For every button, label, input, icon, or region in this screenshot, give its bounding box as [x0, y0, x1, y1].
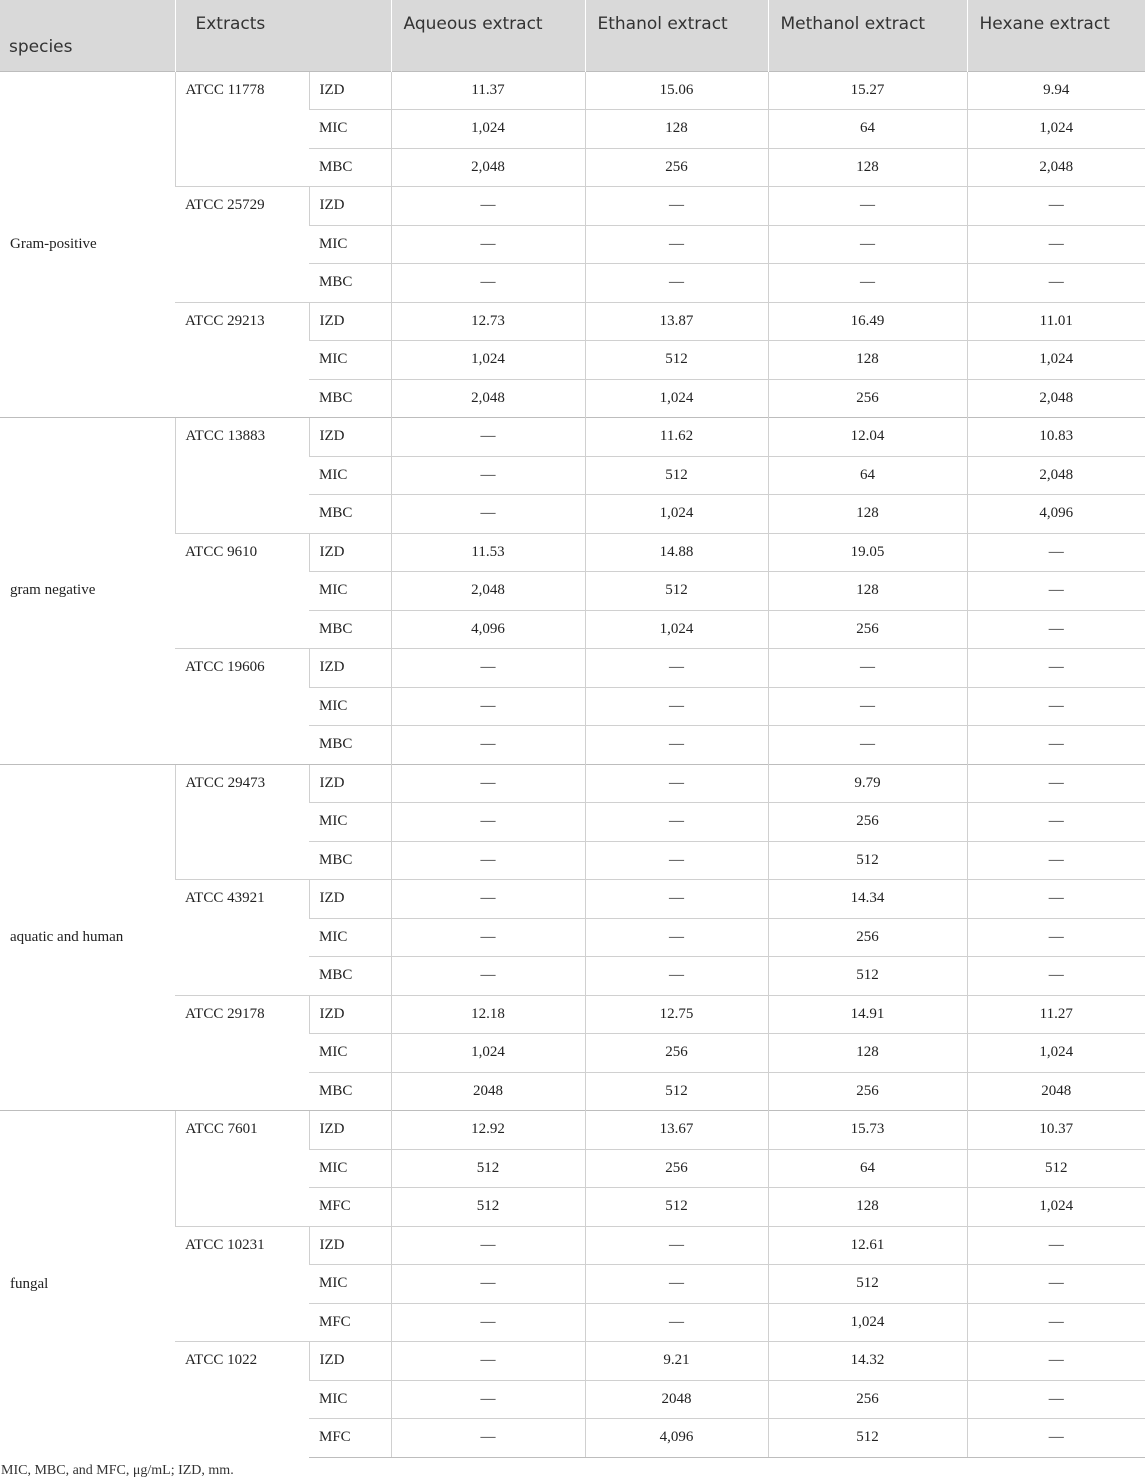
- methanol-value-cell: 14.91: [768, 995, 967, 1034]
- methanol-value-cell: 512: [768, 1419, 967, 1458]
- header-methanol: Methanol extract: [768, 0, 967, 71]
- methanol-value-cell: 9.79: [768, 764, 967, 803]
- hexane-value-cell: —: [967, 187, 1145, 226]
- metric-cell: MIC: [309, 456, 391, 495]
- hexane-value-cell: —: [967, 726, 1145, 765]
- methanol-value-cell: 128: [768, 572, 967, 611]
- ethanol-value-cell: 512: [585, 1072, 768, 1111]
- metric-cell: IZD: [309, 1111, 391, 1150]
- metric-cell: MBC: [309, 841, 391, 880]
- aqueous-value-cell: —: [391, 1265, 585, 1304]
- species-cell: gram negative: [0, 418, 175, 765]
- strain-cell: ATCC 1022: [175, 1342, 309, 1458]
- hexane-value-cell: 1,024: [967, 1188, 1145, 1227]
- hexane-value-cell: 2,048: [967, 148, 1145, 187]
- metric-cell: IZD: [309, 71, 391, 110]
- aqueous-value-cell: 512: [391, 1149, 585, 1188]
- hexane-value-cell: —: [967, 1226, 1145, 1265]
- methanol-value-cell: 256: [768, 803, 967, 842]
- ethanol-value-cell: 4,096: [585, 1419, 768, 1458]
- methanol-value-cell: 256: [768, 610, 967, 649]
- table-row: [0, 418, 1145, 457]
- hexane-value-cell: 512: [967, 1149, 1145, 1188]
- metric-cell: MIC: [309, 225, 391, 264]
- ethanol-value-cell: —: [585, 764, 768, 803]
- aqueous-value-cell: —: [391, 456, 585, 495]
- ethanol-value-cell: 256: [585, 1149, 768, 1188]
- ethanol-value-cell: 9.21: [585, 1342, 768, 1381]
- methanol-value-cell: 16.49: [768, 302, 967, 341]
- aqueous-value-cell: —: [391, 918, 585, 957]
- metric-cell: IZD: [309, 418, 391, 457]
- metric-cell: MBC: [309, 264, 391, 303]
- aqueous-value-cell: 11.53: [391, 533, 585, 572]
- methanol-value-cell: 1,024: [768, 1303, 967, 1342]
- strain-cell: ATCC 19606: [175, 649, 309, 765]
- hexane-value-cell: —: [967, 918, 1145, 957]
- aqueous-value-cell: 2,048: [391, 148, 585, 187]
- ethanol-value-cell: 12.75: [585, 995, 768, 1034]
- hexane-value-cell: 1,024: [967, 110, 1145, 149]
- aqueous-value-cell: —: [391, 225, 585, 264]
- methanol-value-cell: —: [768, 225, 967, 264]
- hexane-value-cell: —: [967, 803, 1145, 842]
- strain-cell: ATCC 43921: [175, 880, 309, 996]
- metric-cell: MIC: [309, 572, 391, 611]
- metric-cell: MBC: [309, 148, 391, 187]
- hexane-value-cell: —: [967, 764, 1145, 803]
- aqueous-value-cell: —: [391, 264, 585, 303]
- metric-cell: MBC: [309, 957, 391, 996]
- methanol-value-cell: —: [768, 264, 967, 303]
- hexane-value-cell: 10.37: [967, 1111, 1145, 1150]
- hexane-value-cell: —: [967, 264, 1145, 303]
- hexane-value-cell: —: [967, 533, 1145, 572]
- aqueous-value-cell: 1,024: [391, 1034, 585, 1073]
- ethanol-value-cell: —: [585, 803, 768, 842]
- aqueous-value-cell: —: [391, 687, 585, 726]
- aqueous-value-cell: —: [391, 1419, 585, 1458]
- ethanol-value-cell: 128: [585, 110, 768, 149]
- metric-cell: IZD: [309, 995, 391, 1034]
- metric-cell: IZD: [309, 880, 391, 919]
- aqueous-value-cell: 2,048: [391, 379, 585, 418]
- metric-cell: IZD: [309, 764, 391, 803]
- metric-cell: MFC: [309, 1188, 391, 1227]
- ethanol-value-cell: 256: [585, 1034, 768, 1073]
- methanol-value-cell: 512: [768, 841, 967, 880]
- aqueous-value-cell: 4,096: [391, 610, 585, 649]
- aqueous-value-cell: —: [391, 1380, 585, 1419]
- hexane-value-cell: —: [967, 572, 1145, 611]
- ethanol-value-cell: 13.67: [585, 1111, 768, 1150]
- hexane-value-cell: 2,048: [967, 456, 1145, 495]
- metric-cell: MFC: [309, 1303, 391, 1342]
- methanol-value-cell: 14.34: [768, 880, 967, 919]
- hexane-value-cell: 11.27: [967, 995, 1145, 1034]
- strain-cell: ATCC 29213: [175, 302, 309, 418]
- methanol-value-cell: 64: [768, 456, 967, 495]
- strain-cell: ATCC 11778: [175, 71, 309, 187]
- metric-cell: MIC: [309, 687, 391, 726]
- aqueous-value-cell: —: [391, 1303, 585, 1342]
- metric-cell: MIC: [309, 1034, 391, 1073]
- aqueous-value-cell: —: [391, 1226, 585, 1265]
- methanol-value-cell: 128: [768, 495, 967, 534]
- ethanol-value-cell: —: [585, 726, 768, 765]
- ethanol-value-cell: —: [585, 841, 768, 880]
- aqueous-value-cell: —: [391, 495, 585, 534]
- aqueous-value-cell: 2048: [391, 1072, 585, 1111]
- ethanol-value-cell: —: [585, 187, 768, 226]
- header-species: species: [9, 36, 73, 57]
- table-row: [0, 71, 1145, 110]
- metric-cell: MIC: [309, 341, 391, 380]
- hexane-value-cell: —: [967, 880, 1145, 919]
- methanol-value-cell: 512: [768, 1265, 967, 1304]
- methanol-value-cell: 14.32: [768, 1342, 967, 1381]
- hexane-value-cell: —: [967, 1419, 1145, 1458]
- strain-cell: ATCC 10231: [175, 1226, 309, 1342]
- aqueous-value-cell: 1,024: [391, 110, 585, 149]
- hexane-value-cell: —: [967, 610, 1145, 649]
- species-cell: fungal: [0, 1111, 175, 1458]
- aqueous-value-cell: —: [391, 841, 585, 880]
- hexane-value-cell: —: [967, 649, 1145, 688]
- aqueous-value-cell: 12.92: [391, 1111, 585, 1150]
- header-hexane: Hexane extract: [967, 0, 1145, 71]
- aqueous-value-cell: —: [391, 764, 585, 803]
- ethanol-value-cell: 13.87: [585, 302, 768, 341]
- ethanol-value-cell: —: [585, 918, 768, 957]
- aqueous-value-cell: —: [391, 418, 585, 457]
- methanol-value-cell: 64: [768, 110, 967, 149]
- aqueous-value-cell: —: [391, 187, 585, 226]
- methanol-value-cell: 256: [768, 379, 967, 418]
- ethanol-value-cell: 14.88: [585, 533, 768, 572]
- hexane-value-cell: 1,024: [967, 341, 1145, 380]
- hexane-value-cell: 1,024: [967, 1034, 1145, 1073]
- ethanol-value-cell: 11.62: [585, 418, 768, 457]
- metric-cell: MBC: [309, 726, 391, 765]
- ethanol-value-cell: —: [585, 649, 768, 688]
- methanol-value-cell: 512: [768, 957, 967, 996]
- ethanol-value-cell: —: [585, 264, 768, 303]
- species-cell: aquatic and human: [0, 764, 175, 1111]
- strain-cell: ATCC 29473: [175, 764, 309, 880]
- ethanol-value-cell: —: [585, 1226, 768, 1265]
- ethanol-value-cell: —: [585, 1303, 768, 1342]
- methanol-value-cell: 128: [768, 1188, 967, 1227]
- metric-cell: IZD: [309, 302, 391, 341]
- aqueous-value-cell: 12.73: [391, 302, 585, 341]
- header-aqueous: Aqueous extract: [391, 0, 585, 71]
- aqueous-value-cell: —: [391, 1342, 585, 1381]
- header-ethanol: Ethanol extract: [585, 0, 768, 71]
- methanol-value-cell: 128: [768, 148, 967, 187]
- hexane-value-cell: 9.94: [967, 71, 1145, 110]
- hexane-value-cell: —: [967, 1342, 1145, 1381]
- metric-cell: MIC: [309, 918, 391, 957]
- hexane-value-cell: —: [967, 1265, 1145, 1304]
- methanol-value-cell: 128: [768, 341, 967, 380]
- metric-cell: MBC: [309, 379, 391, 418]
- strain-cell: ATCC 7601: [175, 1111, 309, 1227]
- ethanol-value-cell: —: [585, 687, 768, 726]
- ethanol-value-cell: 1,024: [585, 495, 768, 534]
- hexane-value-cell: 2048: [967, 1072, 1145, 1111]
- methanol-value-cell: 256: [768, 1072, 967, 1111]
- aqueous-value-cell: 12.18: [391, 995, 585, 1034]
- header-row: [0, 0, 1145, 71]
- strain-cell: ATCC 25729: [175, 187, 309, 303]
- methanol-value-cell: 256: [768, 918, 967, 957]
- metric-cell: MIC: [309, 803, 391, 842]
- table-footnote: MIC, MBC, and MFC, μg/mL; IZD, mm.: [1, 1463, 234, 1478]
- aqueous-value-cell: 2,048: [391, 572, 585, 611]
- metric-cell: MFC: [309, 1419, 391, 1458]
- species-cell: Gram-positive: [0, 71, 175, 418]
- ethanol-value-cell: 1,024: [585, 379, 768, 418]
- metric-cell: MIC: [309, 110, 391, 149]
- table-row: [0, 1111, 1145, 1150]
- strain-cell: ATCC 29178: [175, 995, 309, 1111]
- aqueous-value-cell: 1,024: [391, 341, 585, 380]
- ethanol-value-cell: 512: [585, 341, 768, 380]
- strain-cell: ATCC 13883: [175, 418, 309, 534]
- methanol-value-cell: —: [768, 649, 967, 688]
- ethanol-value-cell: 256: [585, 148, 768, 187]
- metric-cell: MIC: [309, 1380, 391, 1419]
- hexane-value-cell: —: [967, 1380, 1145, 1419]
- ethanol-value-cell: —: [585, 880, 768, 919]
- strain-cell: ATCC 9610: [175, 533, 309, 649]
- aqueous-value-cell: —: [391, 726, 585, 765]
- ethanol-value-cell: —: [585, 957, 768, 996]
- aqueous-value-cell: 512: [391, 1188, 585, 1227]
- ethanol-value-cell: —: [585, 1265, 768, 1304]
- aqueous-value-cell: —: [391, 649, 585, 688]
- hexane-value-cell: 10.83: [967, 418, 1145, 457]
- table-row: [0, 764, 1145, 803]
- methanol-value-cell: 19.05: [768, 533, 967, 572]
- metric-cell: IZD: [309, 533, 391, 572]
- methanol-value-cell: 15.73: [768, 1111, 967, 1150]
- ethanol-value-cell: 512: [585, 1188, 768, 1227]
- metric-cell: MIC: [309, 1149, 391, 1188]
- metric-cell: IZD: [309, 649, 391, 688]
- ethanol-value-cell: 512: [585, 572, 768, 611]
- methanol-value-cell: 256: [768, 1380, 967, 1419]
- ethanol-value-cell: 512: [585, 456, 768, 495]
- methanol-value-cell: 128: [768, 1034, 967, 1073]
- methanol-value-cell: 12.04: [768, 418, 967, 457]
- metric-cell: MBC: [309, 610, 391, 649]
- metric-cell: MBC: [309, 495, 391, 534]
- hexane-value-cell: —: [967, 841, 1145, 880]
- aqueous-value-cell: —: [391, 803, 585, 842]
- methanol-value-cell: 15.27: [768, 71, 967, 110]
- hexane-value-cell: —: [967, 1303, 1145, 1342]
- hexane-value-cell: —: [967, 687, 1145, 726]
- metric-cell: MBC: [309, 1072, 391, 1111]
- table-body: [0, 71, 1145, 1457]
- metric-cell: MIC: [309, 1265, 391, 1304]
- hexane-value-cell: —: [967, 957, 1145, 996]
- methanol-value-cell: —: [768, 726, 967, 765]
- methanol-value-cell: 64: [768, 1149, 967, 1188]
- ethanol-value-cell: —: [585, 225, 768, 264]
- hexane-value-cell: 11.01: [967, 302, 1145, 341]
- methanol-value-cell: —: [768, 187, 967, 226]
- ethanol-value-cell: 2048: [585, 1380, 768, 1419]
- hexane-value-cell: 4,096: [967, 495, 1145, 534]
- methanol-value-cell: 12.61: [768, 1226, 967, 1265]
- metric-cell: IZD: [309, 1226, 391, 1265]
- aqueous-value-cell: —: [391, 880, 585, 919]
- metric-cell: IZD: [309, 187, 391, 226]
- ethanol-value-cell: 15.06: [585, 71, 768, 110]
- ethanol-value-cell: 1,024: [585, 610, 768, 649]
- methanol-value-cell: —: [768, 687, 967, 726]
- hexane-value-cell: 2,048: [967, 379, 1145, 418]
- header-extracts: Extracts: [175, 0, 391, 71]
- aqueous-value-cell: —: [391, 957, 585, 996]
- hexane-value-cell: —: [967, 225, 1145, 264]
- aqueous-value-cell: 11.37: [391, 71, 585, 110]
- metric-cell: IZD: [309, 1342, 391, 1381]
